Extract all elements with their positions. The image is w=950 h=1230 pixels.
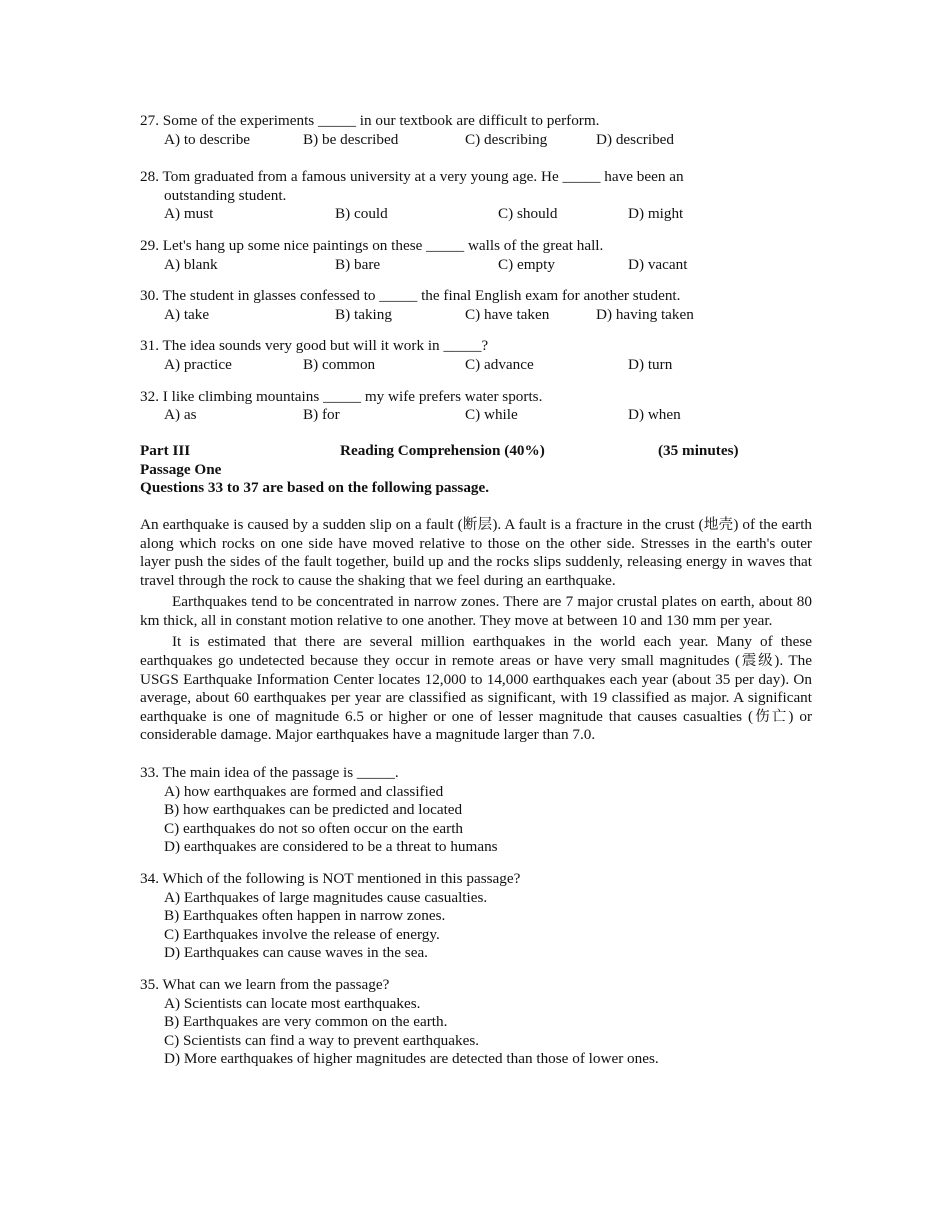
option-b: B) how earthquakes can be predicted and located xyxy=(164,801,463,819)
option-c: C) describing xyxy=(465,130,548,148)
option-a: A) as xyxy=(164,406,197,424)
part-header xyxy=(140,442,812,461)
question-33 xyxy=(140,764,812,857)
option-a: A) Scientists can locate most earthquakes. xyxy=(164,994,421,1012)
question-31 xyxy=(140,337,812,374)
option-b: B) for xyxy=(303,406,340,424)
chinese-gloss: 断层 xyxy=(462,516,493,533)
options-row xyxy=(140,406,812,425)
question-34 xyxy=(140,870,812,963)
chinese-gloss: 震级 xyxy=(740,653,775,670)
question-stem: 30. The student in glasses confessed to _____ the final English exam for another student. xyxy=(140,287,681,305)
option-c: C) should xyxy=(498,205,558,223)
options-list xyxy=(140,783,812,857)
option-b: B) Earthquakes are very common on the earth. xyxy=(164,1013,448,1031)
option-d: D) vacant xyxy=(628,255,688,273)
part-label: Part III xyxy=(140,441,191,459)
part-time: (35 minutes) xyxy=(658,441,739,459)
option-a: A) how earthquakes are formed and classified xyxy=(164,782,444,800)
question-stem: 27. Some of the experiments _____ in our textbook are difficult to perform. xyxy=(140,112,600,129)
option-b: B) could xyxy=(335,205,388,223)
passage-paragraph-2: Earthquakes tend to be concentrated in narrow zones. There are 7 major crustal plates on earth, about 80 km thick, all in constant motion relative to one another. They move at between 10 and 130 mm per year. xyxy=(140,593,812,629)
chinese-gloss: 地壳 xyxy=(703,516,734,533)
option-c: C) empty xyxy=(498,255,555,273)
options-row xyxy=(140,356,812,375)
question-stem: 32. I like climbing mountains _____ my wife prefers water sports. xyxy=(140,387,543,405)
option-d: D) having taken xyxy=(596,305,694,323)
option-a: A) practice xyxy=(164,355,232,373)
option-c: C) Earthquakes involve the release of energy. xyxy=(164,925,440,943)
option-d: D) described xyxy=(596,130,675,148)
options-row xyxy=(140,131,812,150)
options-row xyxy=(140,205,812,224)
option-a: A) take xyxy=(164,305,210,323)
question-stem-continued: outstanding student. xyxy=(164,186,287,204)
question-28 xyxy=(140,168,812,224)
option-a: A) blank xyxy=(164,255,218,273)
question-stem: 33. The main idea of the passage is _____. xyxy=(140,764,399,782)
passage-paragraph-3 xyxy=(140,633,812,745)
option-c: C) while xyxy=(465,406,518,424)
question-30 xyxy=(140,287,812,324)
question-stem: 28. Tom graduated from a famous university at a very young age. He _____ have been an xyxy=(140,168,684,186)
option-d: D) More earthquakes of higher magnitudes are detected than those of lower ones. xyxy=(164,1050,659,1068)
question-stem: 35. What can we learn from the passage? xyxy=(140,975,390,993)
option-c: C) advance xyxy=(465,355,534,373)
question-stem: 31. The idea sounds very good but will it work in _____? xyxy=(140,337,489,355)
passage-text: ). A fault is a fracture in the crust ( xyxy=(492,515,704,533)
passage-text: It is estimated that there are several million earthquakes in the world each year. Many of these earthquakes go undetected because they occur in remote areas or have very small magnitudes ( xyxy=(140,633,812,670)
option-b: B) be described xyxy=(303,130,399,148)
option-b: B) taking xyxy=(335,305,392,323)
passage-instruction: Questions 33 to 37 are based on the following passage. xyxy=(140,479,490,497)
part-title: Reading Comprehension (40%) xyxy=(340,441,545,459)
option-c: C) have taken xyxy=(465,305,550,323)
option-d: D) when xyxy=(628,406,681,424)
question-35 xyxy=(140,976,812,1069)
options-row xyxy=(140,306,812,325)
passage-text: ) of the earth along which rocks on one side have moved relative to those on the other side. Stresses in the earth's outer layer push the sides of the fault together, build up and the rocks slips suddenly, releasing energy in waves that travel through the rock to cause the shaking that we feel during an earthquake. xyxy=(140,515,813,589)
options-row xyxy=(140,256,812,275)
option-c: C) earthquakes do not so often occur on the earth xyxy=(164,819,464,837)
option-b: B) common xyxy=(303,355,376,373)
option-b: B) bare xyxy=(335,255,381,273)
option-d: D) Earthquakes can cause waves in the sea. xyxy=(164,944,428,962)
passage-text: ) or considerable damage. Major earthquakes have a magnitude larger than 7.0. xyxy=(140,707,813,744)
question-stem: 34. Which of the following is NOT mentioned in this passage? xyxy=(140,870,521,887)
question-stem: 29. Let's hang up some nice paintings on these _____ walls of the great hall. xyxy=(140,236,604,254)
option-d: D) might xyxy=(628,205,684,223)
question-29 xyxy=(140,237,812,274)
option-a: A) Earthquakes of large magnitudes cause casualties. xyxy=(164,888,488,906)
exam-page xyxy=(140,112,812,1069)
chinese-gloss: 伤亡 xyxy=(753,708,789,725)
option-c: C) Scientists can find a way to prevent earthquakes. xyxy=(164,1031,480,1049)
passage-paragraph-1 xyxy=(140,516,812,590)
option-d: D) earthquakes are considered to be a threat to humans xyxy=(164,838,498,856)
passage xyxy=(140,516,812,745)
passage-text: ). The USGS Earthquake Information Center locates 12,000 to 14,000 earthquakes each year (about 35 per day). On average, about 60 earthquakes per year are classified as significant, with 19 classified as major. A significant earthquake is one of magnitude 6.5 or higher or one of lesser magnitude that causes casualties ( xyxy=(140,652,813,725)
passage-text: An earthquake is caused by a sudden slip on a fault ( xyxy=(140,515,463,533)
option-d: D) turn xyxy=(628,355,673,373)
option-a: A) to describe xyxy=(164,130,251,148)
passage-label: Passage One xyxy=(140,460,222,478)
options-list xyxy=(140,889,812,963)
question-27 xyxy=(140,112,812,149)
option-a: A) must xyxy=(164,205,214,223)
options-list xyxy=(140,995,812,1069)
question-32 xyxy=(140,388,812,425)
option-b: B) Earthquakes often happen in narrow zones. xyxy=(164,907,446,925)
